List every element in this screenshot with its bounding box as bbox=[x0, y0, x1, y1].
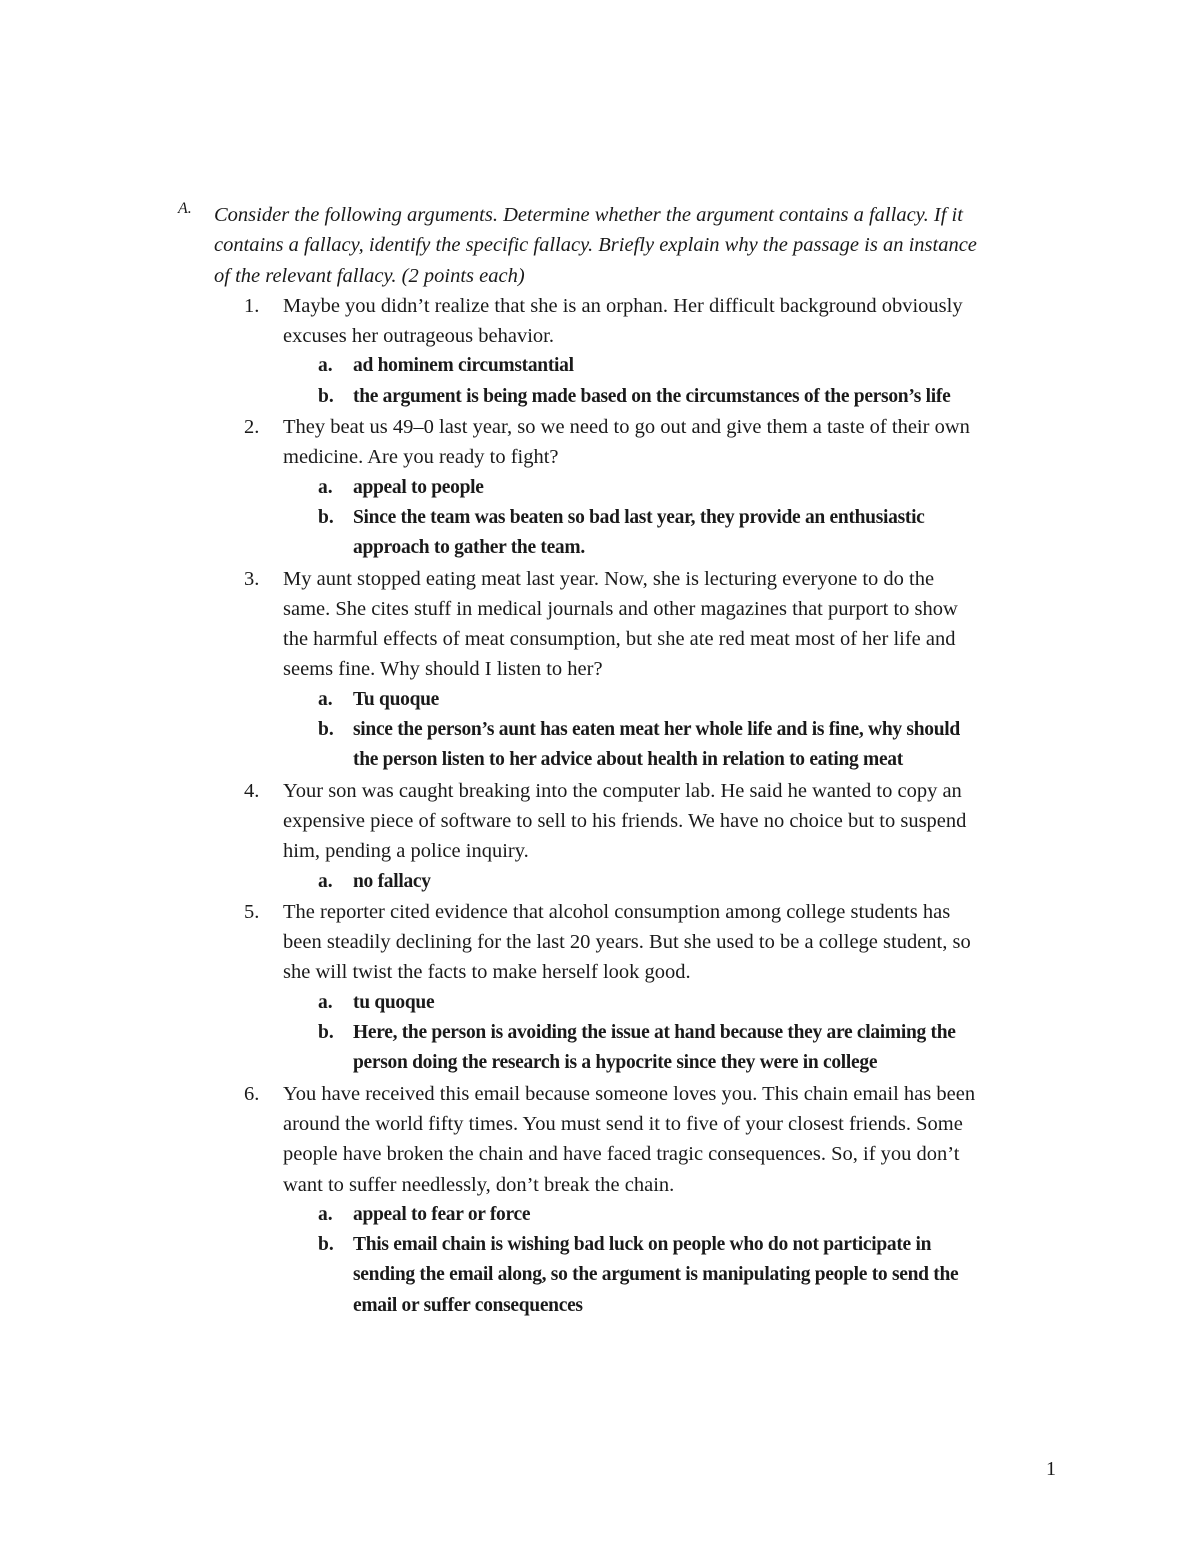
answer-item bbox=[318, 1018, 1058, 1079]
answer-line: approach to gather the team. bbox=[353, 537, 585, 559]
answer-marker: b. bbox=[318, 385, 334, 407]
answer-item bbox=[318, 503, 1058, 564]
question-item bbox=[244, 897, 1058, 988]
question-line: around the world fifty times. You must send it to five of your closest friends. Some bbox=[283, 1112, 963, 1135]
answer-item bbox=[318, 685, 1058, 715]
answer-item bbox=[318, 473, 1058, 503]
question-item bbox=[244, 1079, 1058, 1200]
answer-item bbox=[318, 382, 1058, 412]
answer-text bbox=[353, 685, 1058, 715]
answer-line: appeal to fear or force bbox=[353, 1203, 531, 1225]
answer-item bbox=[318, 988, 1058, 1018]
answer-marker: b. bbox=[318, 506, 334, 528]
answer-line: tu quoque bbox=[353, 991, 435, 1013]
question-number: 3. bbox=[244, 567, 260, 590]
question-line: My aunt stopped eating meat last year. Now, she is lecturing everyone to do the bbox=[283, 567, 935, 590]
answer-item bbox=[318, 1230, 1058, 1321]
question-line: Maybe you didn’t realize that she is an orphan. Her difficult background obviously bbox=[283, 294, 963, 317]
answer-marker: b. bbox=[318, 1234, 334, 1256]
question-text bbox=[283, 291, 1053, 352]
answer-text bbox=[353, 382, 1058, 412]
question-item bbox=[244, 291, 1058, 352]
question-line: Your son was caught breaking into the computer lab. He said he wanted to copy an bbox=[283, 779, 962, 802]
question-line: want to suffer needlessly, don’t break the chain. bbox=[283, 1173, 675, 1196]
question-line: You have received this email because someone loves you. This chain email has been bbox=[283, 1082, 976, 1105]
question-line: expensive piece of software to sell to his friends. We have no choice but to suspend bbox=[283, 809, 967, 832]
answer-item bbox=[318, 715, 1058, 776]
answer-text bbox=[353, 473, 1058, 503]
answer-line: person doing the research is a hypocrite since they were in college bbox=[353, 1052, 878, 1074]
question-text bbox=[283, 897, 1053, 988]
question-line: people have broken the chain and have faced tragic consequences. So, if you don’t bbox=[283, 1143, 960, 1166]
answer-marker: a. bbox=[318, 1203, 333, 1225]
answer-text bbox=[353, 867, 1058, 897]
answer-marker: a. bbox=[318, 476, 333, 498]
question-item bbox=[244, 412, 1058, 473]
answer-marker: a. bbox=[318, 688, 333, 710]
answer-line: sending the email along, so the argument is manipulating people to send the bbox=[353, 1264, 959, 1286]
answer-marker: a. bbox=[318, 870, 333, 892]
question-line: excuses her outrageous behavior. bbox=[283, 325, 554, 348]
instructions-line: of the relevant fallacy. (2 points each) bbox=[214, 264, 525, 287]
answer-text bbox=[353, 988, 1058, 1018]
answer-line: ad hominem circumstantial bbox=[353, 355, 574, 377]
answer-text bbox=[353, 715, 1058, 776]
answer-item bbox=[318, 351, 1058, 381]
question-line: The reporter cited evidence that alcohol consumption among college students has bbox=[283, 900, 951, 923]
answer-line: appeal to people bbox=[353, 476, 484, 498]
question-line: They beat us 49–0 last year, so we need to go out and give them a taste of their own bbox=[283, 416, 970, 439]
instructions-text bbox=[214, 200, 1054, 291]
question-line: she will twist the facts to make herself look good. bbox=[283, 961, 691, 984]
answer-item bbox=[318, 1200, 1058, 1230]
question-line: medicine. Are you ready to fight? bbox=[283, 446, 559, 469]
question-text bbox=[283, 564, 1053, 685]
question-number: 4. bbox=[244, 779, 260, 802]
question-line: the harmful effects of meat consumption, but she ate red meat most of her life and bbox=[283, 628, 956, 651]
section-marker: A. bbox=[178, 200, 192, 217]
question-line: seems fine. Why should I listen to her? bbox=[283, 658, 603, 681]
question-number: 2. bbox=[244, 416, 260, 439]
answer-line: Here, the person is avoiding the issue at hand because they are claiming the bbox=[353, 1022, 956, 1044]
question-item bbox=[244, 776, 1058, 867]
answer-text bbox=[353, 1230, 1058, 1321]
answer-text bbox=[353, 1200, 1058, 1230]
instructions-line: contains a fallacy, identify the specific fallacy. Briefly explain why the passage is an instance bbox=[214, 234, 977, 257]
question-number: 6. bbox=[244, 1082, 260, 1105]
question-line: him, pending a police inquiry. bbox=[283, 840, 529, 863]
answer-marker: a. bbox=[318, 355, 333, 377]
answer-line: since the person’s aunt has eaten meat her whole life and is fine, why should bbox=[353, 719, 960, 741]
answer-line: the argument is being made based on the circumstances of the person’s life bbox=[353, 385, 951, 407]
page-number: 1 bbox=[1046, 1458, 1056, 1480]
answer-marker: a. bbox=[318, 991, 333, 1013]
answer-line: Tu quoque bbox=[353, 688, 440, 710]
question-line: same. She cites stuff in medical journals and other magazines that purport to show bbox=[283, 597, 958, 620]
question-line: been steadily declining for the last 20 years. But she used to be a college student, so bbox=[283, 931, 971, 954]
exercise-section bbox=[178, 200, 1058, 1321]
question-number: 5. bbox=[244, 900, 260, 923]
question-text bbox=[283, 776, 1053, 867]
question-text bbox=[283, 1079, 1053, 1200]
answer-marker: b. bbox=[318, 719, 334, 741]
question-item bbox=[244, 564, 1058, 685]
answer-text bbox=[353, 351, 1058, 381]
answer-line: no fallacy bbox=[353, 870, 431, 892]
answer-text bbox=[353, 503, 1058, 564]
answer-text bbox=[353, 1018, 1058, 1079]
answer-marker: b. bbox=[318, 1022, 334, 1044]
instructions-line: Consider the following arguments. Determine whether the argument contains a fallacy. If it bbox=[214, 204, 963, 226]
answer-line: Since the team was beaten so bad last year, they provide an enthusiastic bbox=[353, 506, 925, 528]
question-text bbox=[283, 412, 1053, 473]
answer-line: the person listen to her advice about health in relation to eating meat bbox=[353, 749, 903, 771]
question-list bbox=[178, 291, 1058, 1321]
answer-line: email or suffer consequences bbox=[353, 1294, 583, 1316]
section-instructions bbox=[178, 200, 1058, 291]
answer-line: This email chain is wishing bad luck on people who do not participate in bbox=[353, 1234, 932, 1256]
answer-item bbox=[318, 867, 1058, 897]
question-number: 1. bbox=[244, 294, 260, 317]
